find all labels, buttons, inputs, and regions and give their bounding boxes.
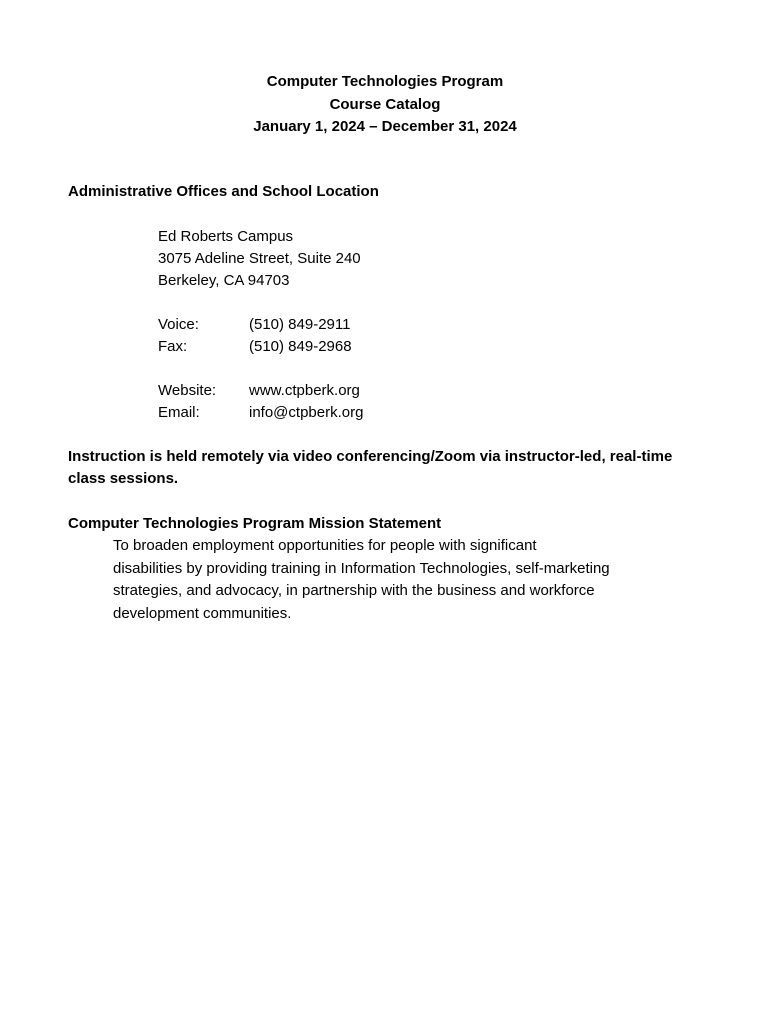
website-label: Website: — [158, 382, 217, 399]
voice-number: (510) 849-2911 — [249, 316, 351, 333]
campus-address — [158, 226, 361, 292]
mission-line: strategies, and advocacy, in partnership with the business and workforce — [113, 582, 595, 599]
program-title: Computer Technologies Program — [266, 73, 504, 90]
website-row — [158, 380, 363, 402]
mission-line: development communities. — [113, 604, 292, 622]
mission-line: To broaden employment opportunities for people with significant — [113, 537, 537, 554]
address-line: 3075 Adeline Street, Suite 240 — [158, 250, 361, 267]
mission-statement — [113, 535, 673, 625]
email-link[interactable]: info@ctpberk.org — [249, 404, 364, 421]
address-line: Berkeley, CA 94703 — [158, 272, 290, 289]
catalog-date-range: January 1, 2024 – December 31, 2024 — [253, 118, 517, 135]
phone-contacts — [158, 314, 352, 358]
address-line: Ed Roberts Campus — [158, 228, 294, 245]
email-label: Email: — [158, 404, 200, 421]
mission-line: disabilities by providing training in Information Technologies, self-marketing — [113, 559, 610, 577]
website-link[interactable]: www.ctpberk.org — [249, 382, 360, 399]
mission-heading: Computer Technologies Program Mission Statement — [68, 515, 442, 532]
online-contacts — [158, 380, 363, 424]
voice-label: Voice: — [158, 316, 199, 333]
fax-number: (510) 849-2968 — [249, 338, 352, 355]
voice-row — [158, 314, 352, 336]
fax-row — [158, 336, 352, 358]
email-row — [158, 402, 363, 424]
location-heading: Administrative Offices and School Location — [68, 183, 379, 200]
fax-label: Fax: — [158, 338, 188, 355]
document-title-block — [0, 71, 770, 139]
instruction-note: Instruction is held remotely via video conferencing/Zoom via instructor-led, real-time class sessions. — [68, 448, 673, 487]
catalog-title: Course Catalog — [329, 95, 441, 113]
